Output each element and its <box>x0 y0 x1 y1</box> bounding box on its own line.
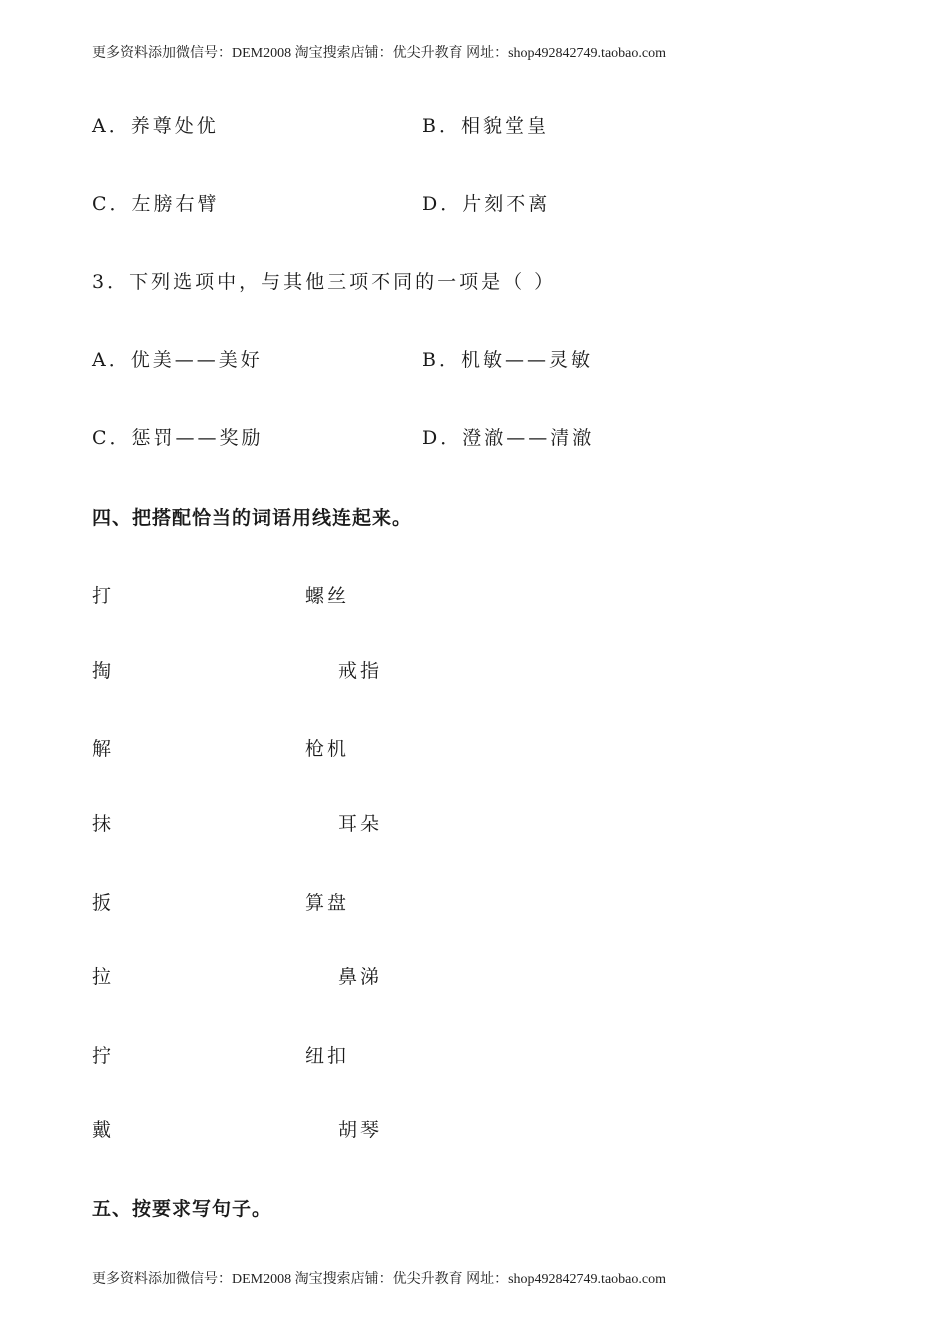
match-left-word: 打 <box>92 585 115 607</box>
match-right-word: 算盘 <box>305 892 350 914</box>
match-left-word: 扳 <box>92 892 115 914</box>
q2-option-d: D．片刻不离 <box>422 193 551 215</box>
match-left-word: 拧 <box>92 1045 115 1067</box>
section4-title: 四、把搭配恰当的词语用线连起来。 <box>92 507 413 529</box>
match-left-word: 掏 <box>92 660 115 682</box>
match-left-word: 拉 <box>92 966 115 988</box>
match-left-word: 解 <box>92 738 115 760</box>
q3-stem: 3．下列选项中，与其他三项不同的一项是（ ） <box>92 271 557 293</box>
q3-option-c: C．惩罚——奖励 <box>92 427 264 449</box>
q2-option-b: B．相貌堂皇 <box>422 115 549 137</box>
match-right-word: 螺丝 <box>305 585 350 607</box>
match-left-word: 抹 <box>92 813 115 835</box>
q3-option-b: B．机敏——灵敏 <box>422 349 593 371</box>
match-right-word: 戒指 <box>338 660 383 682</box>
match-right-word: 纽扣 <box>305 1045 350 1067</box>
match-right-word: 胡琴 <box>338 1119 383 1141</box>
page-header: 更多资料添加微信号：DEM2008 淘宝搜索店铺：优尖升教育 网址：shop492842749.taobao.com <box>92 46 666 61</box>
q3-option-a: A．优美——美好 <box>92 349 263 371</box>
match-left-word: 戴 <box>92 1119 115 1141</box>
q2-option-c: C．左膀右臂 <box>92 193 220 215</box>
match-right-word: 耳朵 <box>338 813 383 835</box>
match-right-word: 鼻涕 <box>338 966 383 988</box>
q2-option-a: A．养尊处优 <box>92 115 219 137</box>
q3-option-d: D．澄澈——清澈 <box>422 427 595 449</box>
match-right-word: 枪机 <box>305 738 350 760</box>
page-footer: 更多资料添加微信号：DEM2008 淘宝搜索店铺：优尖升教育 网址：shop492842749.taobao.com <box>92 1272 666 1287</box>
section5-title: 五、按要求写句子。 <box>92 1198 273 1220</box>
